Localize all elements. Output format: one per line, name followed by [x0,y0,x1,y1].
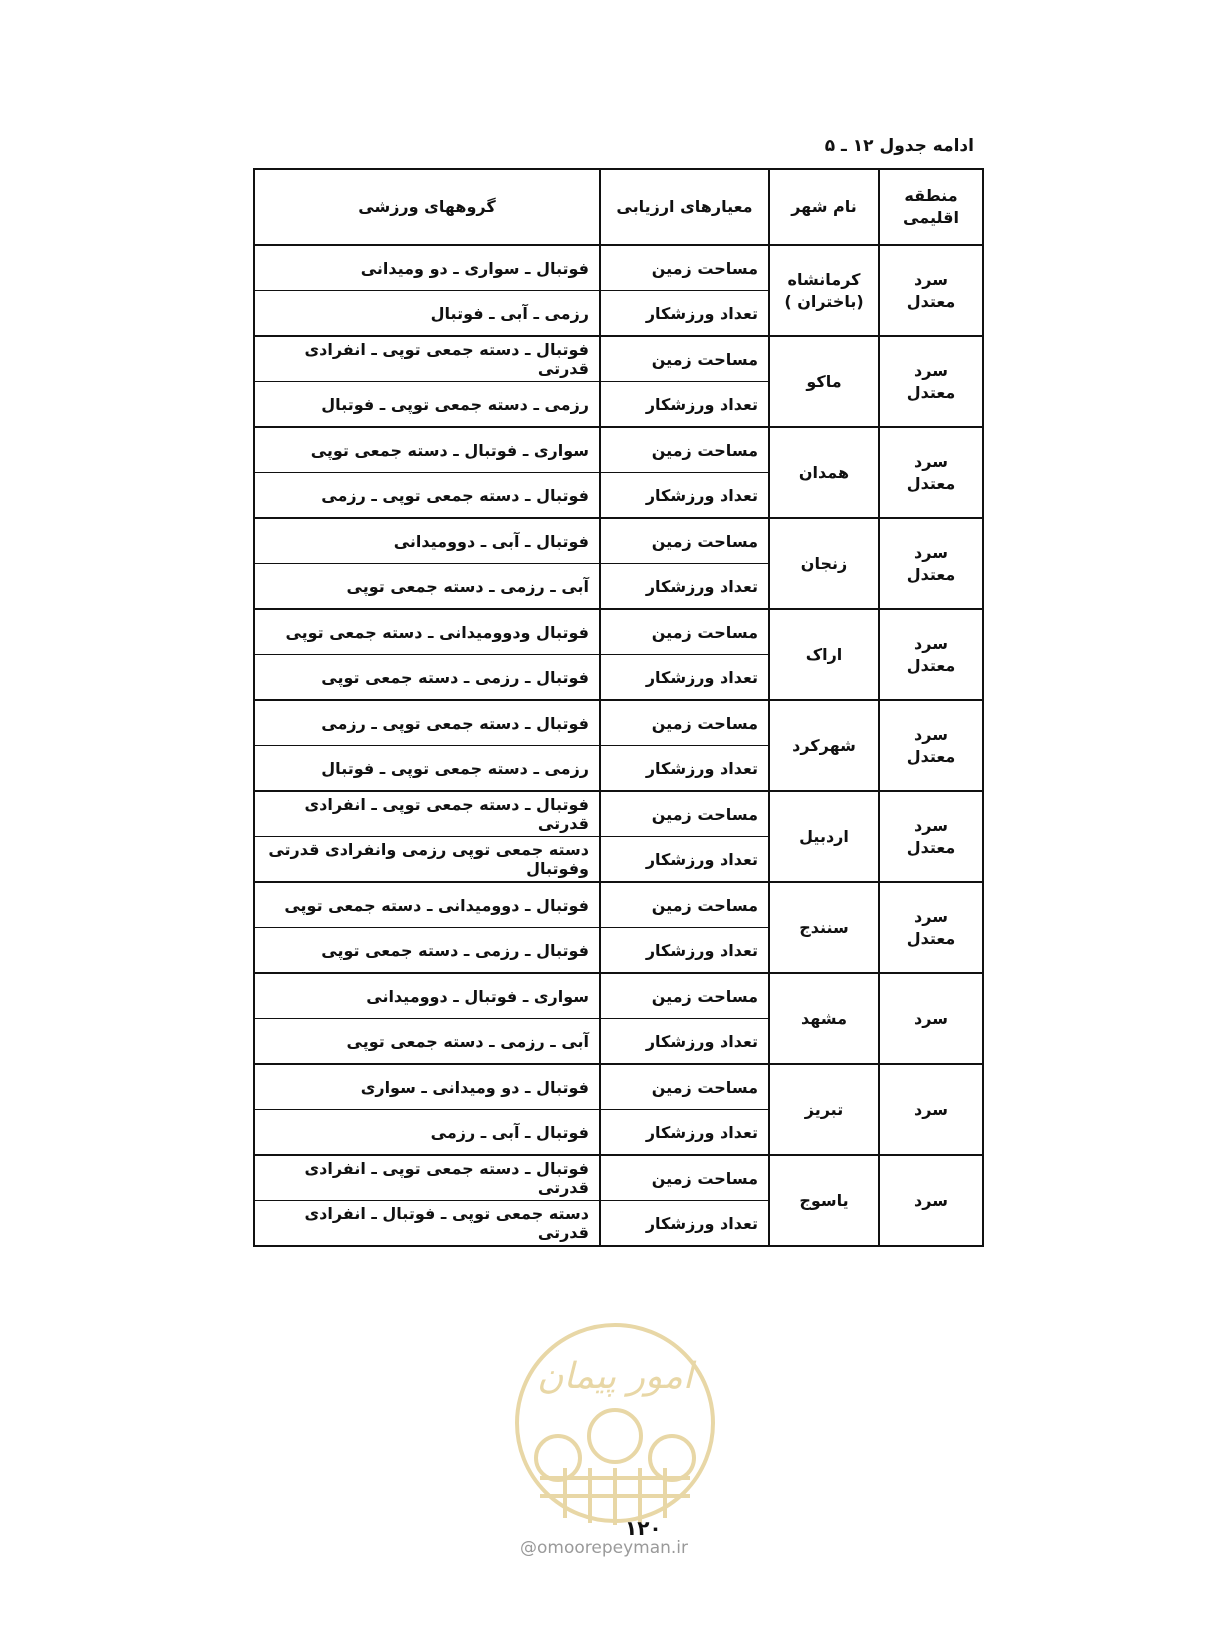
criteria-athletes-cell: تعداد ورزشکار [600,837,769,883]
zone-cell: سرد معتدل [879,700,983,791]
zone-cell: سرد [879,973,983,1064]
sports-land-cell: فوتبال ـ دسته جمعی توپی ـ رزمی [254,700,600,746]
sports-athletes-cell: رزمی ـ دسته جمعی توپی ـ فوتبال [254,382,600,428]
table-row [254,973,983,1019]
criteria-athletes-cell: تعداد ورزشکار [600,382,769,428]
city-cell: اراک [769,609,879,700]
sports-athletes-cell: دسته جمعی توپی رزمی وانفرادی قدرتی وفوتبال [254,837,600,883]
sports-athletes-cell: فوتبال ـ دسته جمعی توپی ـ رزمی [254,473,600,519]
sports-land-cell: فوتبال ـ سواری ـ دو ومیدانی [254,245,600,291]
criteria-athletes-cell: تعداد ورزشکار [600,473,769,519]
sports-athletes-cell: آبی ـ رزمی ـ دسته جمعی توپی [254,1019,600,1065]
website-text: omoorepeyman.ir [537,1538,689,1558]
table-header-row [254,169,983,245]
city-cell: مشهد [769,973,879,1064]
city-cell: اردبیل [769,791,879,882]
city-cell: ماکو [769,336,879,427]
zone-cell: سرد معتدل [879,609,983,700]
criteria-land-cell: مساحت زمین [600,1064,769,1110]
criteria-land-cell: مساحت زمین [600,973,769,1019]
zone-cell: سرد معتدل [879,518,983,609]
website-watermark: @omoorepeyman.ir [520,1538,689,1558]
sports-land-cell: فوتبال ودوومیدانی ـ دسته جمعی توپی [254,609,600,655]
zone-cell: سرد معتدل [879,336,983,427]
criteria-athletes-cell: تعداد ورزشکار [600,291,769,337]
zone-cell: سرد [879,1155,983,1246]
zone-cell: سرد معتدل [879,882,983,973]
table-row [254,609,983,655]
table-row [254,245,983,291]
sports-athletes-cell: آبی ـ رزمی ـ دسته جمعی توپی [254,564,600,610]
city-cell: یاسوج [769,1155,879,1246]
header-criteria: معیارهای ارزیابی [600,169,769,245]
sports-athletes-cell: رزمی ـ دسته جمعی توپی ـ فوتبال [254,746,600,792]
header-zone: منطقه اقلیمی [879,169,983,245]
criteria-athletes-cell: تعداد ورزشکار [600,655,769,701]
watermark-logo-text: امور پیمان [537,1356,693,1397]
criteria-athletes-cell: تعداد ورزشکار [600,1110,769,1156]
table-row [254,791,983,837]
city-cell: تبریز [769,1064,879,1155]
criteria-land-cell: مساحت زمین [600,882,769,928]
city-cell: همدان [769,427,879,518]
city-cell: کرمانشاه (باختران ) [769,245,879,336]
table-row [254,1155,983,1201]
table-row [254,427,983,473]
city-cell: سنندج [769,882,879,973]
sports-land-cell: سواری ـ فوتبال ـ دسته جمعی توپی [254,427,600,473]
zone-cell: سرد معتدل [879,245,983,336]
criteria-athletes-cell: تعداد ورزشکار [600,1019,769,1065]
criteria-land-cell: مساحت زمین [600,700,769,746]
omoore-peyman-watermark-logo [510,1318,720,1528]
criteria-land-cell: مساحت زمین [600,336,769,382]
page-number: ۱۲۰ [625,1516,662,1540]
city-cell: زنجان [769,518,879,609]
sports-land-cell: سواری ـ فوتبال ـ دوومیدانی [254,973,600,1019]
table-row [254,882,983,928]
zone-cell: سرد [879,1064,983,1155]
table-row [254,518,983,564]
sports-athletes-cell: فوتبال ـ رزمی ـ دسته جمعی توپی [254,655,600,701]
sports-land-cell: فوتبال ـ دوومیدانی ـ دسته جمعی توپی [254,882,600,928]
sports-athletes-cell: دسته جمعی توپی ـ فوتبال ـ انفرادی قدرتی [254,1201,600,1247]
header-sports: گروههای ورزشی [254,169,600,245]
city-cell: شهرکرد [769,700,879,791]
criteria-land-cell: مساحت زمین [600,609,769,655]
table-row [254,700,983,746]
sports-land-cell: فوتبال ـ دسته جمعی توپی ـ انفرادی قدرتی [254,1155,600,1201]
zone-cell: سرد معتدل [879,427,983,518]
table-caption: ادامه جدول ۱۲ ـ ۵ [824,136,974,156]
criteria-athletes-cell: تعداد ورزشکار [600,1201,769,1247]
sports-athletes-cell: فوتبال ـ رزمی ـ دسته جمعی توپی [254,928,600,974]
criteria-athletes-cell: تعداد ورزشکار [600,746,769,792]
header-city: نام شهر [769,169,879,245]
sports-athletes-cell: رزمی ـ آبی ـ فوتبال [254,291,600,337]
criteria-athletes-cell: تعداد ورزشکار [600,928,769,974]
table-row [254,336,983,382]
table-body [254,245,983,1246]
criteria-land-cell: مساحت زمین [600,245,769,291]
sports-land-cell: فوتبال ـ دسته جمعی توپی ـ انفرادی قدرتی [254,336,600,382]
sports-athletes-cell: فوتبال ـ آبی ـ رزمی [254,1110,600,1156]
criteria-land-cell: مساحت زمین [600,518,769,564]
sports-land-cell: فوتبال ـ دسته جمعی توپی ـ انفرادی قدرتی [254,791,600,837]
criteria-land-cell: مساحت زمین [600,1155,769,1201]
zone-cell: سرد معتدل [879,791,983,882]
criteria-athletes-cell: تعداد ورزشکار [600,564,769,610]
sports-land-cell: فوتبال ـ آبی ـ دوومیدانی [254,518,600,564]
sports-criteria-table [253,168,984,1247]
criteria-land-cell: مساحت زمین [600,791,769,837]
criteria-land-cell: مساحت زمین [600,427,769,473]
table-row [254,1064,983,1110]
sports-land-cell: فوتبال ـ دو ومیدانی ـ سواری [254,1064,600,1110]
